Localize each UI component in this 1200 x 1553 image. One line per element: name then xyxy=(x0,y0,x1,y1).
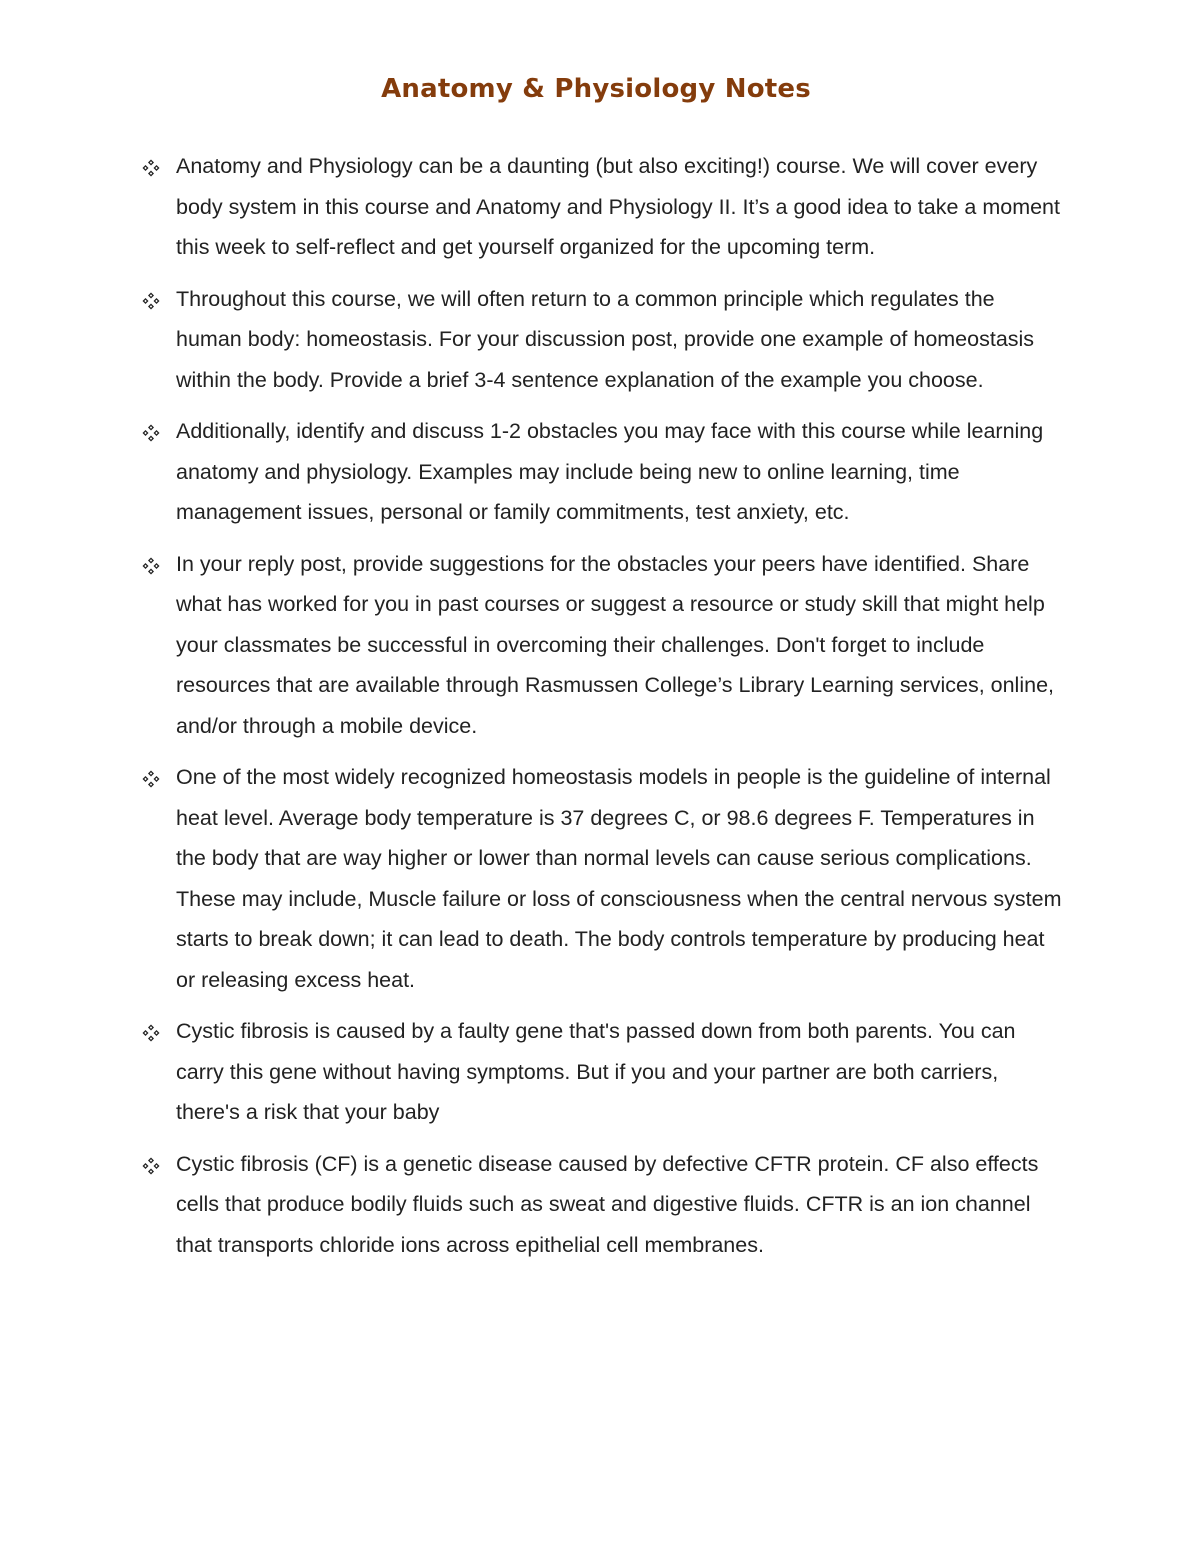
four-diamond-bullet-icon xyxy=(142,557,160,575)
four-diamond-bullet-icon xyxy=(142,1024,160,1042)
four-diamond-bullet-icon xyxy=(142,292,160,310)
list-item xyxy=(0,757,1200,1000)
bullet-text: Additionally, identify and discuss 1-2 obstacles you may face with this course while learning anatomy and physiology. Examples may include being new to online learning, time management issues, personal or family commitments, test anxiety, etc. xyxy=(176,419,1044,524)
bullet-text: Cystic fibrosis is caused by a faulty gene that's passed down from both parents. You can carry this gene without having symptoms. But if you and your partner are both carriers, there's a risk that your baby xyxy=(176,1019,1016,1124)
list-item xyxy=(0,1144,1200,1266)
bullet-text: In your reply post, provide suggestions for the obstacles your peers have identified. Share what has worked for you in past courses or suggest a resource or study skill that might help your classmates be successful in overcoming their challenges. Don't forget to include resources that are available through Rasmussen College’s Library Learning services, online, and/or through a mobile device. xyxy=(176,551,1054,738)
list-item xyxy=(0,279,1200,401)
bullet-text: Cystic fibrosis (CF) is a genetic disease caused by defective CFTR protein. CF also effects cells that produce bodily fluids such as sweat and digestive fluids. CFTR is an ion channel that transports chloride ions across epithelial cell membranes. xyxy=(176,1151,1039,1257)
list-item xyxy=(0,146,1200,268)
four-diamond-bullet-icon xyxy=(142,424,160,442)
list-item xyxy=(0,544,1200,747)
list-item xyxy=(0,411,1200,533)
page-title: Anatomy & Physiology Notes xyxy=(381,74,811,104)
list-item xyxy=(0,1011,1200,1133)
bullet-text: Anatomy and Physiology can be a daunting (but also exciting!) course. We will cover every body system in this course and Anatomy and Physiology II. It’s a good idea to take a moment this week to self-reflect and get yourself organized for the upcoming term. xyxy=(176,154,1060,259)
bullet-text: One of the most widely recognized homeostasis models in people is the guideline of internal heat level. Average body temperature is 37 degrees C, or 98.6 degrees F. Temperatures in the body that are way higher or lower than normal levels can cause serious complications. These may include, Muscle failure or loss of consciousness when the central nervous system starts to break down; it can lead to death. The body controls temperature by producing heat or releasing excess heat. xyxy=(176,765,1062,992)
bullet-list xyxy=(0,146,1200,1276)
bullet-text: Throughout this course, we will often return to a common principle which regulates the human body: homeostasis. For your discussion post, provide one example of homeostasis within the body. Provide a brief 3-4 sentence explanation of the example you choose. xyxy=(176,286,1035,392)
four-diamond-bullet-icon xyxy=(142,159,160,177)
four-diamond-bullet-icon xyxy=(142,770,160,788)
four-diamond-bullet-icon xyxy=(142,1157,160,1175)
